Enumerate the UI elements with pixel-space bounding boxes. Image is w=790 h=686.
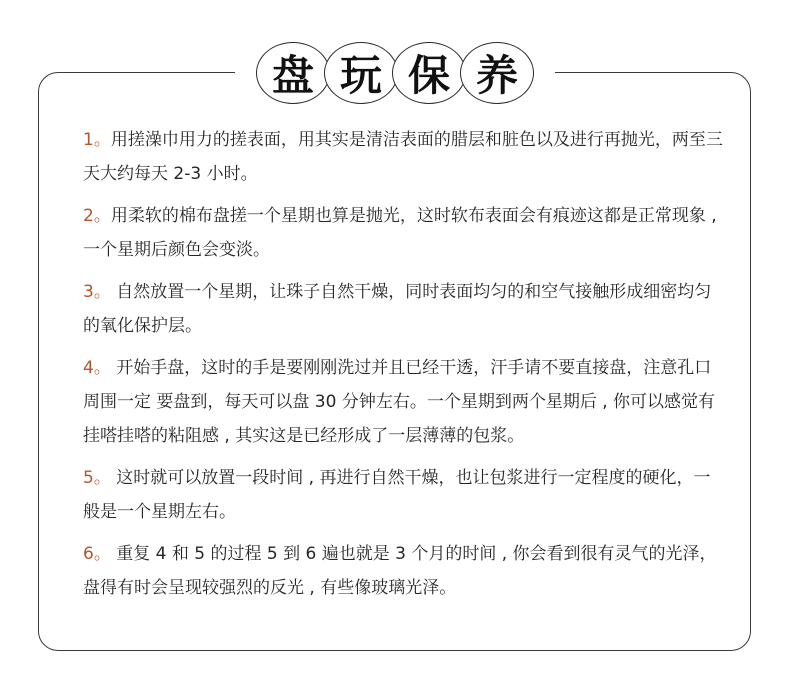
step-text: 重复 4 和 5 的过程 5 到 6 遍也就是 3 个月的时间 , 你会看到很有灵气的光泽，盘得有时会呈现较强烈的反光 , 有些像玻璃光泽。 [83,544,717,598]
instruction-paragraph-5 [83,461,723,529]
title-char-4: 养 [460,42,534,104]
step-text: 用柔软的棉布盘搓一个星期也算是抛光，这时软布表面会有痕迹这都是正常现象 , 一个星期后颜色会变淡。 [83,206,717,260]
step-number: 4。 [83,358,111,378]
step-text: 开始手盘，这时的手是要刚刚洗过并且已经干透，汗手请不要直接盘，注意孔口周围一定 要盘到，每天可以盘 30 分钟左右。一个星期到两个星期后 , 你可以感觉有挂嗒挂嗒的粘阻感 , 其实这是已经形成了一层薄薄的包浆。 [83,358,716,446]
step-text: 自然放置一个星期，让珠子自然干燥，同时表面均匀的和空气接触形成细密均匀的氧化保护层。 [83,282,712,336]
title-char-1: 盘 [256,42,330,104]
instruction-paragraph-3 [83,275,723,343]
instructions-list [83,123,723,605]
instruction-paragraph-2 [83,199,723,267]
title-char-3: 保 [392,42,466,104]
step-text: 这时就可以放置一段时间 , 再进行自然干燥，也让包浆进行一定程度的硬化，一般是一个星期左右。 [83,468,711,522]
step-number: 1。 [83,130,111,150]
instruction-paragraph-6 [83,537,723,605]
step-number: 5。 [83,468,111,488]
step-number: 6。 [83,544,111,564]
page-title [235,38,555,108]
instruction-paragraph-4 [83,351,723,453]
title-char-2: 玩 [324,42,398,104]
step-number: 3。 [83,282,111,302]
instruction-paragraph-1 [83,123,723,191]
step-number: 2。 [83,206,111,226]
step-text: 用搓澡巾用力的搓表面，用其实是清洁表面的腊层和脏色以及进行再抛光，两至三天大约每天 2-3 小时。 [83,130,723,184]
